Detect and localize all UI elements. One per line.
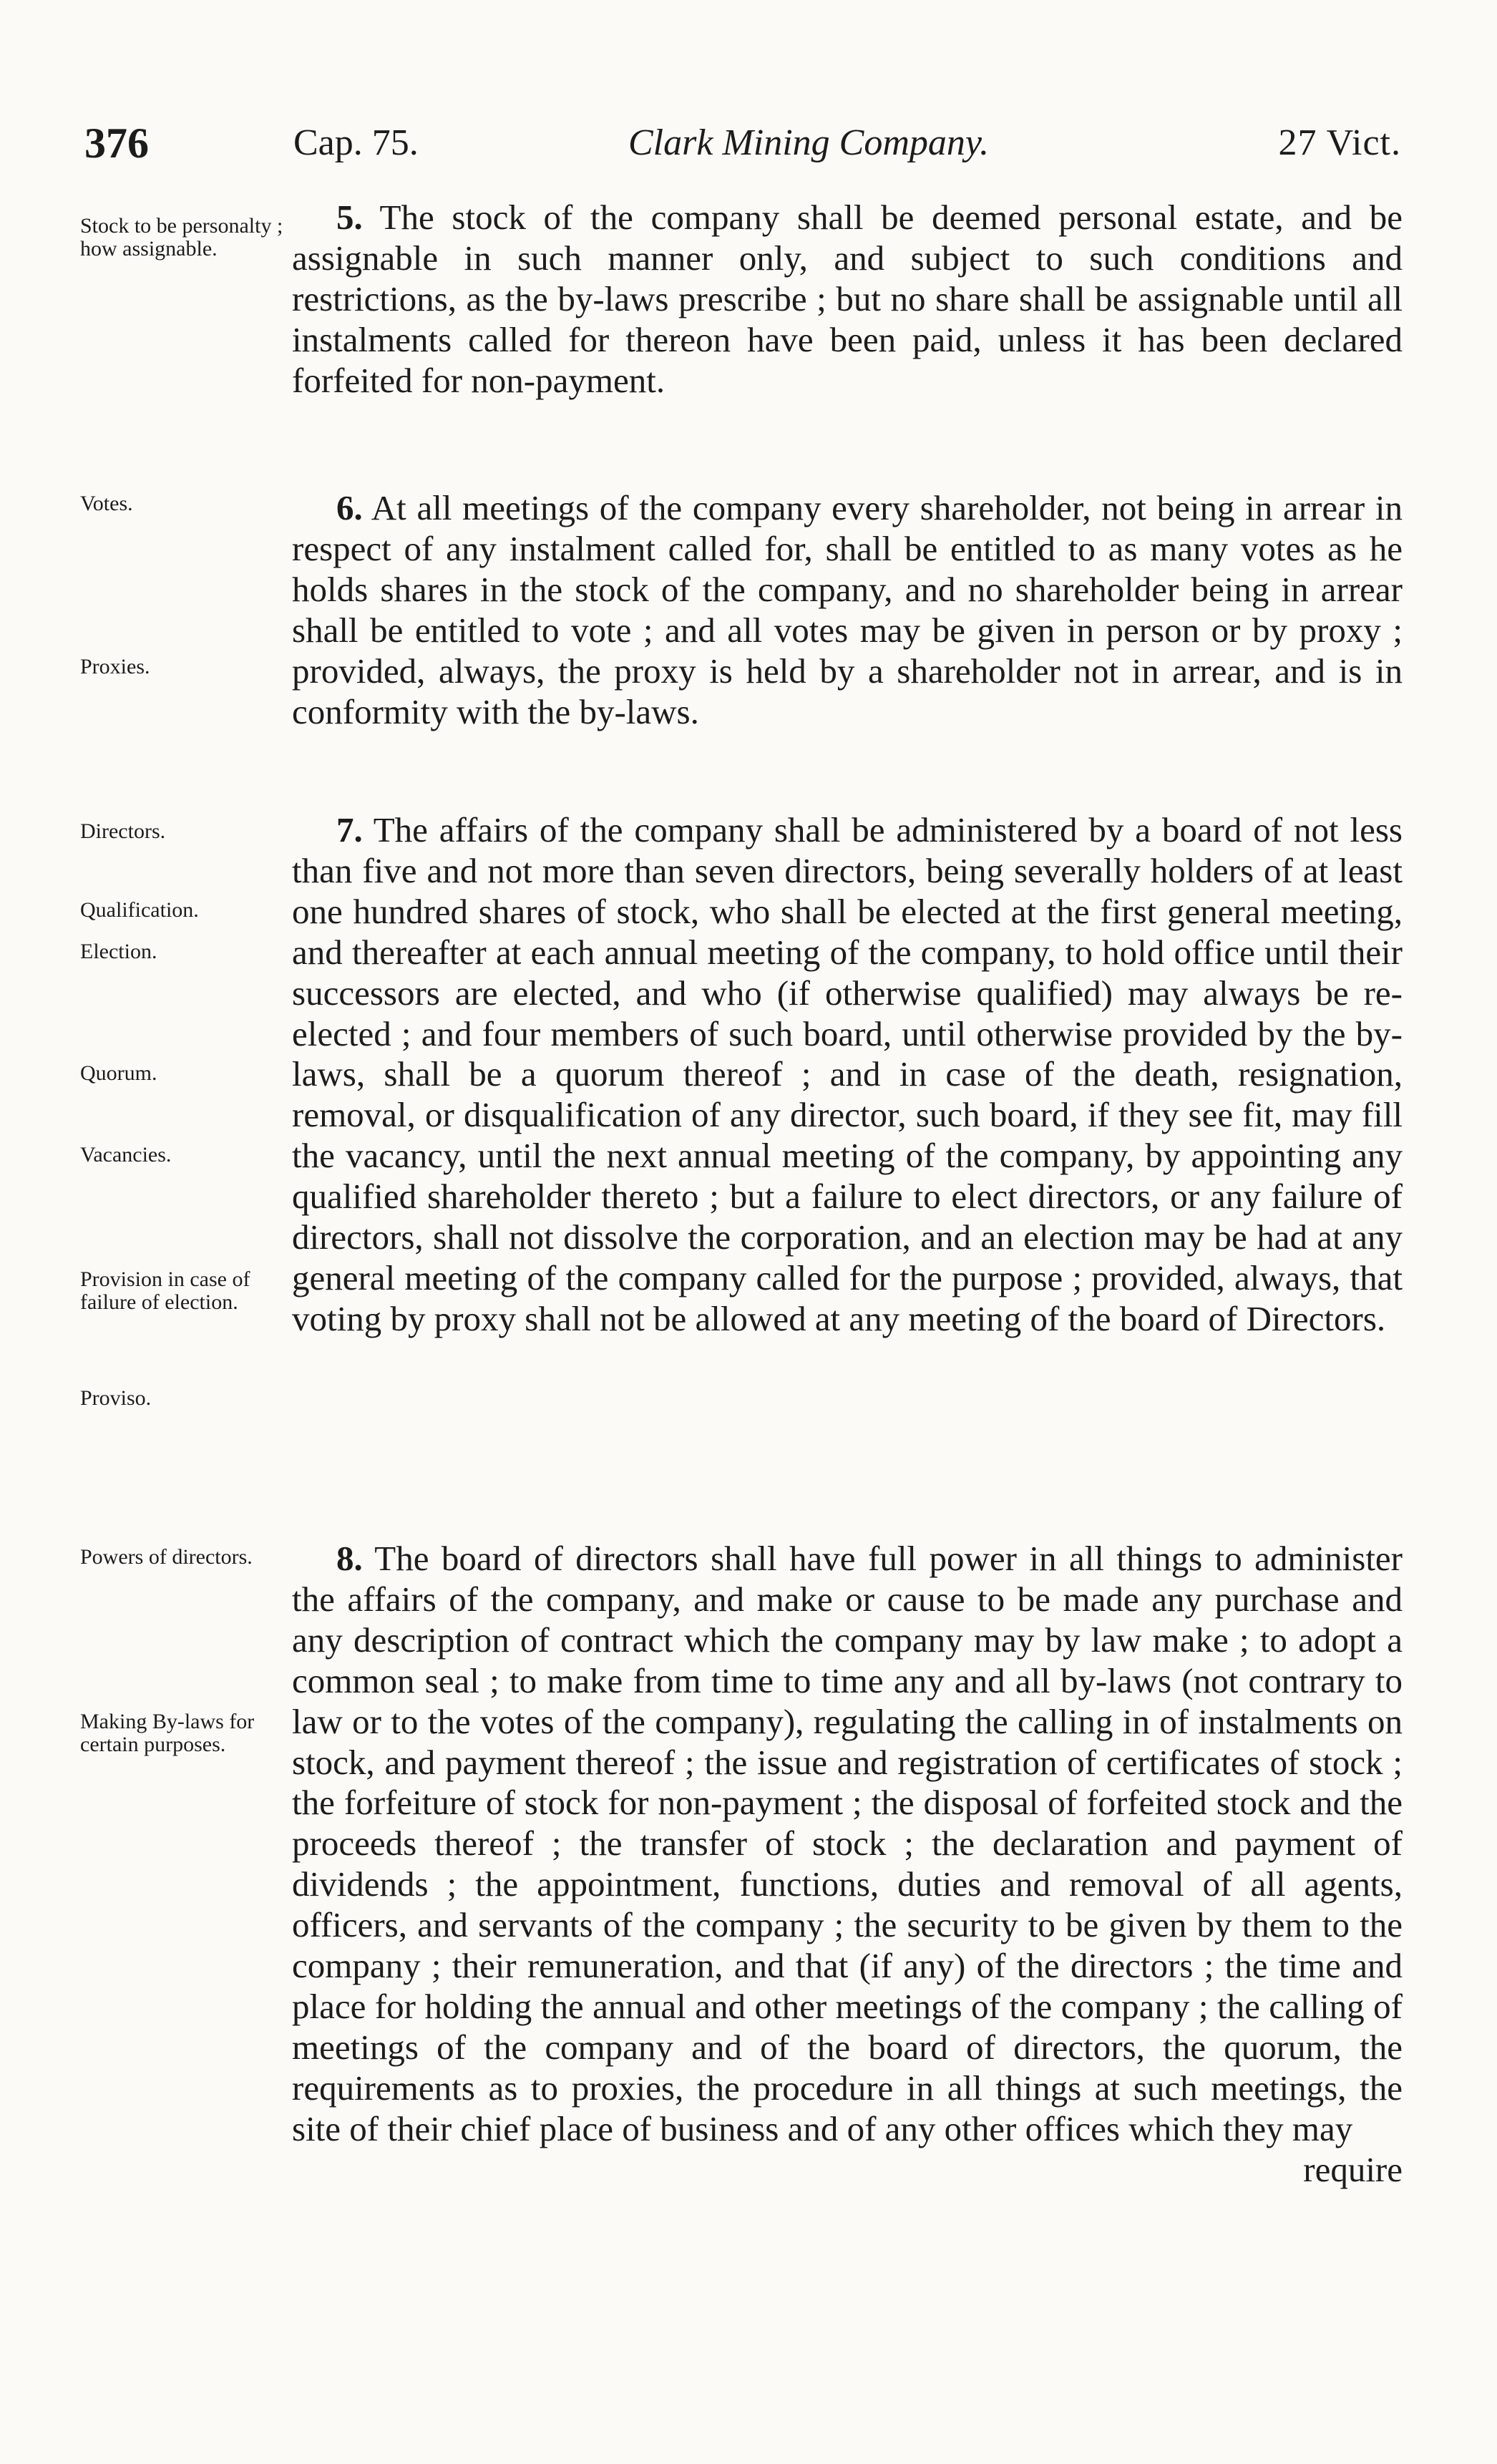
sidenote-proviso: Proviso. — [80, 1386, 152, 1410]
section-5 — [292, 198, 1403, 401]
section-6 — [292, 488, 1403, 732]
section-8 — [292, 1539, 1403, 2191]
page-number: 376 — [84, 120, 149, 167]
sidenote-stock: Stock to be personalty ; how assignable. — [80, 214, 283, 260]
chapter-label: Cap. 75. — [293, 122, 419, 163]
section-number: 7. — [336, 810, 363, 849]
sidenote-quorum: Quorum. — [80, 1061, 157, 1085]
section-number: 6. — [336, 488, 363, 527]
section-7 — [292, 810, 1403, 1340]
sidenote-proxies: Proxies. — [80, 655, 150, 678]
sidenote-directors: Directors. — [80, 819, 166, 843]
section-number: 5. — [336, 198, 363, 237]
section-text: At all meetings of the company every shareholder, not being in arrear in respect of any instalment called for, shall be entitled to as many votes as he holds shares in the stock of the company, and no shareholder being in arrear shall be entitled to vote ; and all votes may be given in person or by proxy ; provided, always, the proxy is held by a shareholder not in arrear, and is in conformity with the by-laws. — [292, 488, 1403, 731]
section-text: The affairs of the company shall be administered by a board of not less than five and not more than seven directors, being severally holders of at least one hundred shares of stock, who shall be elected at the first general meeting, and thereafter at each annual meeting of the company, to hold office until their successors are elected, and who (if otherwise qualified) may always be re-elected ; and four members of such board, until otherwise provided by the by-laws, shall be a quorum thereof ; and in case of the death, resignation, removal, or disqualification of any director, such board, if they see fit, may fill the vacancy, until the next annual meeting of the company, by appointing any qualified shareholder thereto ; but a failure to elect directors, or any failure of directors, shall not dissolve the corporation, and an election may be had at any general meeting of the company called for the purpose ; provided, always, that voting by proxy shall not be allowed at any meeting of the board of Directors. — [292, 810, 1403, 1338]
section-text: The board of directors shall have full power in all things to administer the affairs of the company, and make or cause to be made any purchase and any description of contract which the company may by law make ; to adopt a common seal ; to make from time to time any and all by-laws (not contrary to law or to the votes of the company), regulating the calling in of instalments on stock, and payment thereof ; the issue and registration of certificates of stock ; the forfeiture of stock for non-payment ; the disposal of forfeited stock and the proceeds thereof ; the transfer of stock ; the declaration and payment of dividends ; the appointment, functions, duties and removal of all agents, officers, and servants of the company ; the security to be given by them to the company ; their remuneration, and that (if any) of the directors ; the time and place for holding the annual and other meetings of the company ; the calling of meetings of the company and of the board of directors, the quorum, the requirements as to proxies, the procedure in all things at such meetings, the site of their chief place of business and of any other offices which they may — [292, 1539, 1403, 2148]
act-title: Clark Mining Company. — [628, 122, 990, 163]
sidenote-votes: Votes. — [80, 492, 133, 515]
regnal-year: 27 Vict. — [1278, 122, 1401, 163]
sidenote-provision: Provision in case of failure of election. — [80, 1267, 250, 1314]
running-header — [84, 118, 1401, 168]
sidenote-bylaws: Making By-laws for certain purposes. — [80, 1710, 255, 1756]
section-text: The stock of the company shall be deemed personal estate, and be assignable in such manner only, and subject to such conditions and restrictions, as the by-laws prescribe ; but no share shall be assignable until all instalments called for thereon have been paid, unless it has been declared forfeited for non-payment. — [292, 198, 1403, 400]
sidenote-qualification: Qualification. — [80, 898, 199, 922]
sidenote-vacancies: Vacancies. — [80, 1143, 172, 1167]
section-number: 8. — [336, 1539, 363, 1578]
sidenote-powers: Powers of directors. — [80, 1545, 253, 1569]
catchword: require — [1303, 2149, 1403, 2189]
sidenote-election: Election. — [80, 940, 157, 963]
